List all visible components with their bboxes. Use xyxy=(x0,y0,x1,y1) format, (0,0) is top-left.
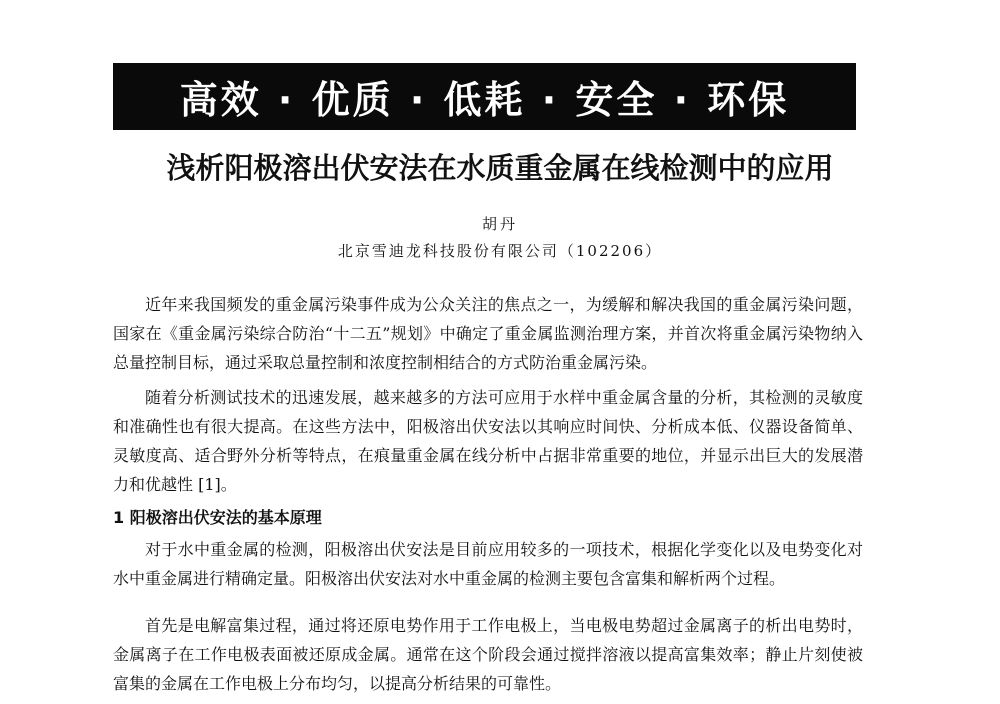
slogan-text: 高效 · 优质 · 低耗 · 安全 · 环保 xyxy=(179,78,790,122)
paragraph-methods: 随着分析测试技术的迅速发展，越来越多的方法可应用于水样中重金属含量的分析，其检测的灵敏度和准确性也有很大提高。在这些方法中，阳极溶出伏安法以其响应时间快、分析成本低、仪器设备简单、灵敏度高、适合野外分析等特点，在痕量重金属在线分析中占据非常重要的地位，并显示出巨大的发展潜力和优越性 [1]。 xyxy=(113,388,863,494)
paragraph-principle: 对于水中重金属的检测，阳极溶出伏安法是目前应用较多的一项技术，根据化学变化以及电势变化对水中重金属进行精确定量。阳极溶出伏安法对水中重金属的检测主要包含富集和解析两个过程。 xyxy=(113,540,863,588)
slogan-banner xyxy=(113,63,856,130)
article-body xyxy=(113,290,863,704)
article-title: 浅析阳极溶出伏安法在水质重金属在线检测中的应用 xyxy=(166,151,834,185)
paragraph-enrichment: 首先是电解富集过程，通过将还原电势作用于工作电极上，当电极电势超过金属离子的析出电势时，金属离子在工作电极表面被还原成金属。通常在这个阶段会通过搅拌溶液以提高富集效率；静止片刻使被富集的金属在工作电极上分布均匀，以提高分析结果的可靠性。 xyxy=(113,616,863,693)
section-heading-principle: 1 阳极溶出伏安法的基本原理 xyxy=(113,508,322,527)
paragraph-intro: 近年来我国频发的重金属污染事件成为公众关注的焦点之一，为缓解和解决我国的重金属污染问题，国家在《重金属污染综合防治“十二五”规划》中确定了重金属监测治理方案，并首次将重金属污染物纳入总量控制目标，通过采取总量控制和浓度控制相结合的方式防治重金属污染。 xyxy=(113,295,863,372)
author-affiliation: 北京雪迪龙科技股份有限公司（102206） xyxy=(337,242,663,260)
article-author: 胡丹 xyxy=(481,215,518,233)
